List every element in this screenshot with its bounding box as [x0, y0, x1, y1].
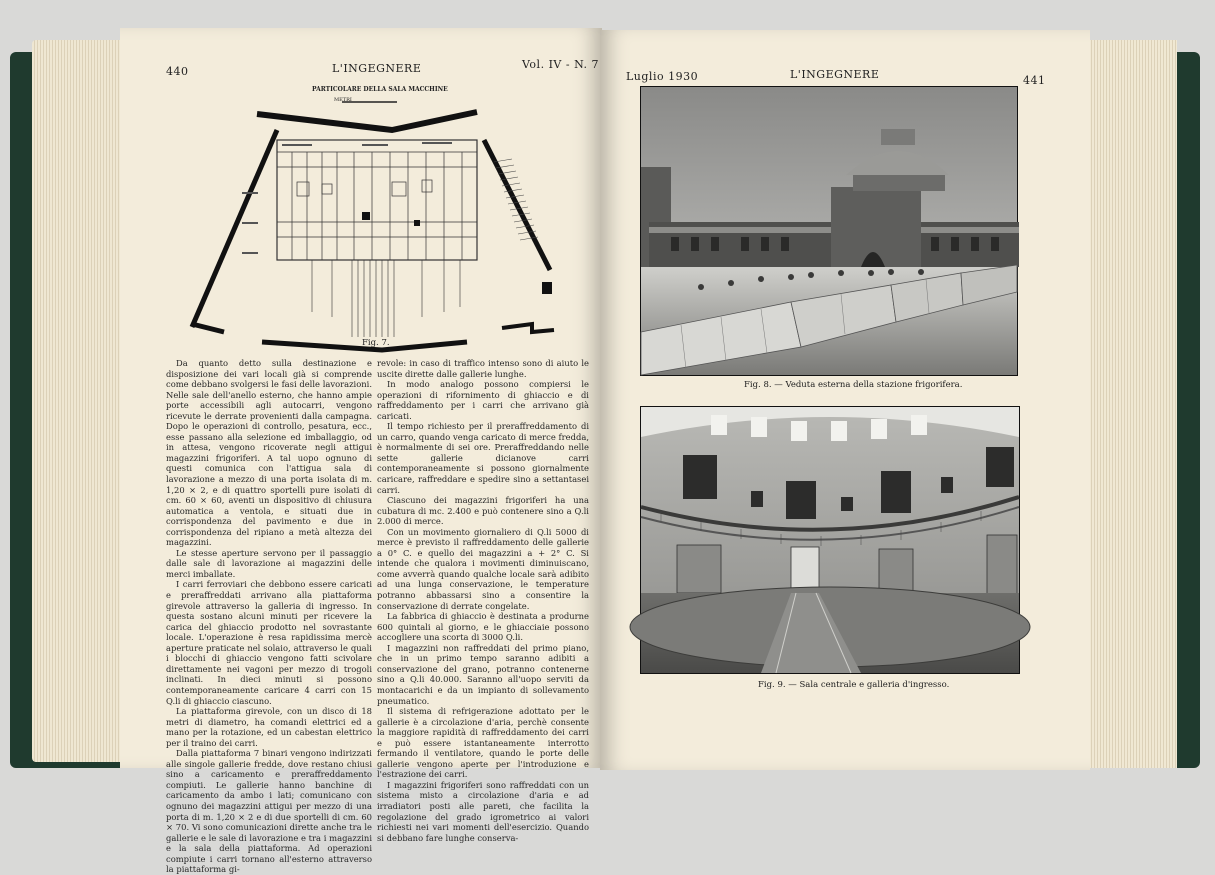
paragraph: Le stesse aperture servono per il passaggio dalle sale di lavorazione ai magazzini delle merci imballate.: [166, 547, 372, 579]
issue-date: Luglio 1930: [626, 70, 699, 83]
right-page: [600, 30, 1090, 770]
figure-7-caption: Fig. 7.: [362, 338, 390, 348]
left-page: [120, 28, 602, 875]
paragraph: I magazzini non raffreddati del primo piano, che in un primo tempo saranno adibiti a conservazione del grano, potranno contenerne sino a Q.li 40.000. Saranno all'uopo serviti da montacarichi e da un impianto di sollevamento pneumatico.: [377, 642, 589, 706]
paragraph: Con un movimento giornaliero di Q.li 5000 di merce è previsto il raffreddamento delle gallerie a 0° C. e quello dei magazzini a + 2° C. Si intende che qualora i movimenti diminuiscano, come avverrà quando qualche locale sarà adibito ad una lunga conservazione, le temperature potranno abbassarsi sino a consentire la conservazione di derrate congelate.: [377, 526, 589, 611]
paragraph: Ciascuno dei magazzini frigoriferi ha una cubatura di mc. 2.400 e può contenere sino a Q.li 2.000 di merce.: [377, 495, 589, 527]
left-column-1: [166, 358, 372, 875]
paragraph: In modo analogo possono compiersi le operazioni di rifornimento di ghiaccio e di raffreddamento per i carri che arrivano già caricati.: [377, 379, 589, 421]
machine-room-plan: [182, 92, 557, 334]
left-page-edges: [32, 40, 127, 762]
paragraph: La fabbrica di ghiaccio è destinata a produrne 600 quintali al giorno, e le ghiacciaie possono accogliere una scorta di 3000 Q.li.: [377, 611, 589, 643]
figure-8-photo: [640, 86, 1018, 376]
figure-8-caption: Fig. 8. — Veduta esterna della stazione frigorifera.: [744, 380, 963, 390]
paragraph: I magazzini frigoriferi sono raffreddati con un sistema misto a circolazione d'aria e ad irradiatori posti alle pareti, che facilita la regolazione del grado igrometrico ai valori richiesti nei vari momenti dell'esercizio. Quando si debbano fare lunghe conserva-: [377, 779, 589, 843]
paragraph: revole: in caso di traffico intenso sono di aiuto le uscite dirette dalle gallerie lunghe.: [377, 358, 589, 379]
plan-title: PARTICOLARE DELLA SALA MACCHINE: [312, 86, 448, 93]
right-page-edges: [1085, 40, 1177, 768]
left-column-2: [377, 358, 589, 843]
left-running-title: L'INGEGNERE: [332, 62, 422, 75]
left-page-number: 440: [166, 65, 189, 78]
paragraph: Il tempo richiesto per il preraffreddamento di un carro, quando venga caricato di merce fredda, è normalmente di sei ore. Preraffreddando nelle sette gallerie dicianove carri contemporaneamente si possono giornalmente caricare, raffreddare e spedire sino a settantasei carri.: [377, 421, 589, 495]
figure-9-caption: Fig. 9. — Sala centrale e galleria d'ingresso.: [758, 680, 950, 690]
volume-label: Vol. IV - N. 7: [522, 58, 599, 71]
paragraph: I carri ferroviari che debbono essere caricati e preraffreddati arrivano alla piattaforma girevole attraverso la galleria di ingresso. In questa sostano alcuni minuti per ricevere la carica del ghiaccio prodotto nel sovrastante locale. L'operazione è resa rapidissima mercè aperture praticate nel solaio, attraverso le quali i blocchi di ghiaccio vengono fatti scivolare direttamente nei vagoni per mezzo di trogoli inclinati. In dieci minuti si possono contemporaneamente caricare 4 carri con 15 Q.li di ghiaccio ciascuno.: [166, 579, 372, 706]
paragraph: Da quanto detto sulla destinazione e disposizione dei vari locali già si comprende come debbano svolgersi le fasi delle lavorazioni. Nelle sale dell'anello esterno, che hanno ampie porte accessibili agli autocarri, vengono ricevute le derrate provenienti dalla campagna. Dopo le operazioni di controllo, pesatura, ecc., esse passano alla selezione ed imballaggio, od in attesa, vengono ricoverate negli attigui magazzini frigoriferi. A tal uopo ognuno di questi comunica con l'attigua sala di lavorazione a mezzo di una porta isolata di m. 1,20 × 2, e di quattro sportelli pure isolati di cm. 60 × 60, aventi un dispositivo di chiusura automatica a ventola, e situati due in corrispondenza del pavimento e due in corrispondenza del ripiano a metà altezza dei magazzini.: [166, 358, 372, 548]
paragraph: Il sistema di refrigerazione adottato per le gallerie è a circolazione d'aria, perchè consente la maggiore rapidità di raffreddamento dei carri e può essere istantaneamente interrotto fermando il ventilatore, quando le porte delle gallerie vengono aperte per l'introduzione e l'estrazione dei carri.: [377, 706, 589, 780]
figure-9-photo: [640, 406, 1020, 674]
right-page-number: 441: [1023, 74, 1046, 87]
right-running-title: L'INGEGNERE: [790, 68, 880, 81]
plan-scale-label: METRI: [334, 97, 352, 103]
paragraph: La piattaforma girevole, con un disco di 18 metri di diametro, ha comandi elettrici ed a mano per la rotazione, ed un cabestan elettrico per il traino dei carri.: [166, 706, 372, 748]
paragraph: Dalla piattaforma 7 binari vengono indirizzati alle singole gallerie fredde, dove restano chiusi sino a caricamento e preraffreddamento compiuti. Le gallerie hanno banchine di caricamento da ambo i lati; comunicano con ognuno dei magazzini attigui per mezzo di una porta di m. 1,20 × 2 e di due sportelli di cm. 60 × 70. Vi sono comunicazioni dirette anche tra le gallerie e le sale di lavorazione e tra i magazzini e la sala della piattaforma. Ad operazioni compiute i carri tornano all'esterno attraverso la piattaforma gi-: [166, 748, 372, 875]
